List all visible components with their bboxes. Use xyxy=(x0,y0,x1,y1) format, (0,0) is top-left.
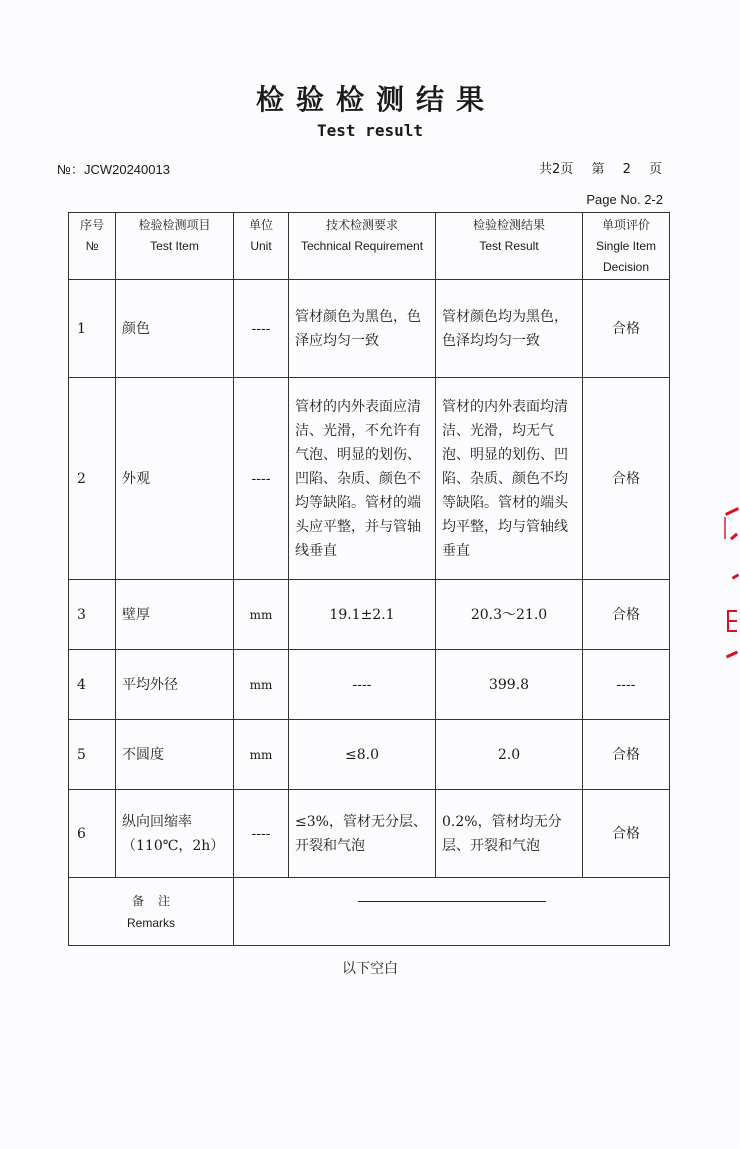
col-header-item: 检验检测项目 Test Item xyxy=(116,213,234,280)
row-result: 管材颜色均为黑色，色泽均均匀一致 xyxy=(436,280,583,378)
table-row xyxy=(69,280,670,378)
remarks-row xyxy=(69,878,670,946)
col-header-requirement: 技术检测要求 Technical Requirement xyxy=(289,213,436,280)
col-header-no: 序号 № xyxy=(69,213,116,280)
row-unit: mm xyxy=(234,720,289,790)
row-result: 20.3～21.0 xyxy=(436,580,583,650)
row-unit: mm xyxy=(234,650,289,720)
row-no: 4 xyxy=(69,650,116,720)
row-item: 外观 xyxy=(116,378,234,580)
table-row xyxy=(69,720,670,790)
col-header-unit: 单位 Unit xyxy=(234,213,289,280)
red-seal-stamp-fragment xyxy=(722,505,740,670)
row-requirement: 管材颜色为黑色，色泽应均匀一致 xyxy=(289,280,436,378)
remarks-value xyxy=(234,878,670,946)
col-header-decision: 单项评价 Single Item Decision xyxy=(583,213,670,280)
row-no: 3 xyxy=(69,580,116,650)
row-decision: 合格 xyxy=(583,790,670,878)
row-item: 纵向回缩率（110℃，2h） xyxy=(116,790,234,878)
row-decision: 合格 xyxy=(583,580,670,650)
blank-below-note: 以下空白 xyxy=(342,961,398,977)
row-decision: 合格 xyxy=(583,720,670,790)
page-count xyxy=(539,158,662,177)
table-row xyxy=(69,378,670,580)
row-item: 颜色 xyxy=(116,280,234,378)
document-number: №：JCW20240013 xyxy=(57,162,170,177)
row-no: 6 xyxy=(69,790,116,878)
remarks-blank-line xyxy=(358,901,546,902)
table-header-row xyxy=(69,213,670,280)
row-result: 2.0 xyxy=(436,720,583,790)
page-number: Page No. 2-2 xyxy=(586,192,663,207)
row-item: 壁厚 xyxy=(116,580,234,650)
row-item: 不圆度 xyxy=(116,720,234,790)
row-item: 平均外径 xyxy=(116,650,234,720)
page-title: 检验检测结果 xyxy=(255,83,496,116)
row-requirement: 管材的内外表面应清洁、光滑，不允许有气泡、明显的划伤、凹陷、杂质、颜色不均等缺陷。管材的端头应平整，并与管轴线垂直 xyxy=(289,378,436,580)
row-no: 5 xyxy=(69,720,116,790)
row-unit: ---- xyxy=(234,378,289,580)
row-no: 2 xyxy=(69,378,116,580)
col-header-result: 检验检测结果 Test Result xyxy=(436,213,583,280)
table-row xyxy=(69,650,670,720)
row-decision: 合格 xyxy=(583,378,670,580)
row-unit: ---- xyxy=(234,790,289,878)
row-requirement: ---- xyxy=(289,650,436,720)
row-result: 0.2%，管材均无分层、开裂和气泡 xyxy=(436,790,583,878)
row-requirement: ≤3%，管材无分层、开裂和气泡 xyxy=(289,790,436,878)
row-result: 管材的内外表面均清洁、光滑，均无气泡、明显的划伤、凹陷、杂质、颜色不均等缺陷。管材的端头均平整，均与管轴线垂直 xyxy=(436,378,583,580)
page-current: 第 2 页 xyxy=(591,162,662,177)
row-unit: ---- xyxy=(234,280,289,378)
row-decision: ---- xyxy=(583,650,670,720)
page-subtitle: Test result xyxy=(317,121,423,140)
row-requirement: 19.1±2.1 xyxy=(289,580,436,650)
row-requirement: ≤8.0 xyxy=(289,720,436,790)
table-row xyxy=(69,580,670,650)
row-unit: mm xyxy=(234,580,289,650)
page-total: 共2页 xyxy=(539,162,574,177)
remarks-label: 备注 Remarks xyxy=(69,878,234,946)
table-row xyxy=(69,790,670,878)
row-decision: 合格 xyxy=(583,280,670,378)
row-no: 1 xyxy=(69,280,116,378)
test-result-table xyxy=(68,212,670,946)
row-result: 399.8 xyxy=(436,650,583,720)
